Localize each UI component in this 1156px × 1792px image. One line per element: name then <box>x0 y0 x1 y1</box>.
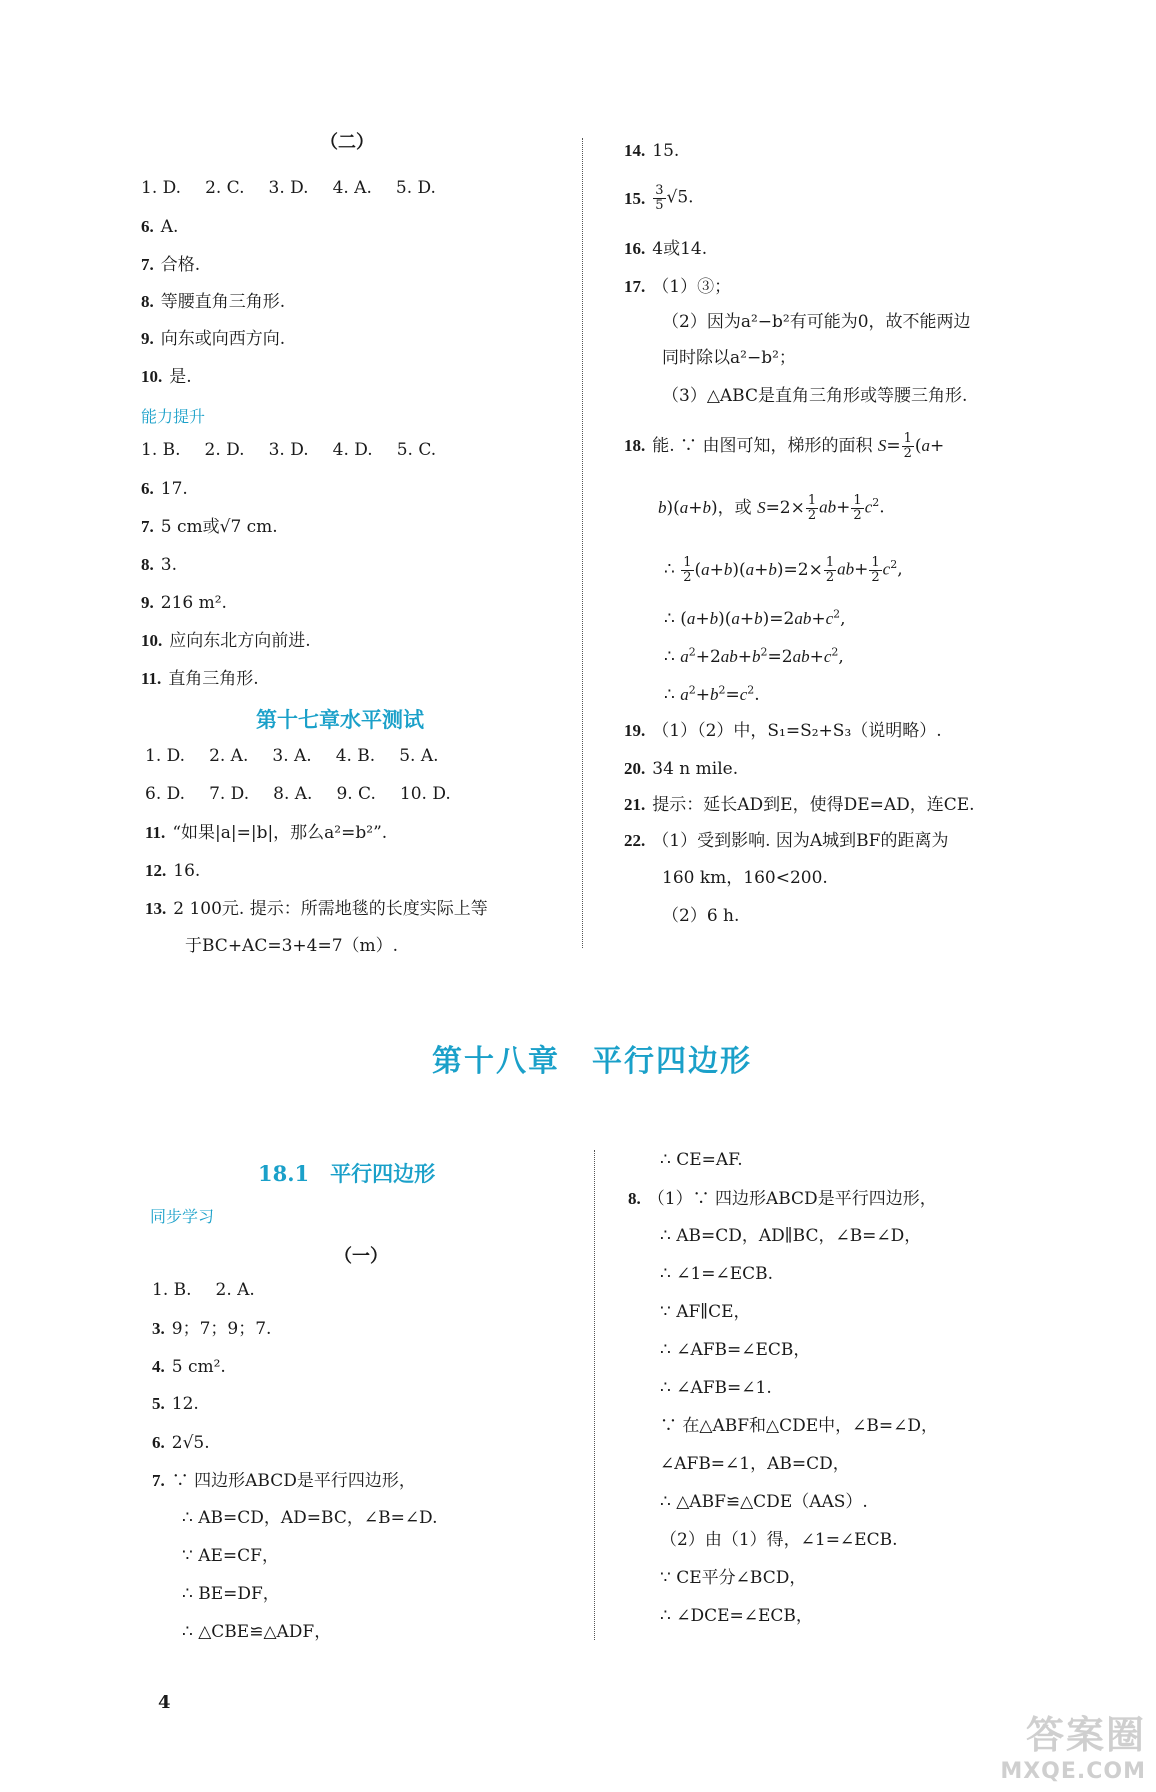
answer-18-a: 18. 能. ∵ 由图可知，梯形的面积 S= $\frac{1}{2}$ (a+ <box>624 431 945 461</box>
c-8-k: ∵ CE平分∠BCD， <box>660 1568 807 1588</box>
answer-row-1-5 <box>141 180 436 197</box>
ability-10: 10. 应向东北方向前进. <box>141 631 311 651</box>
c-8-h: ∠AFB=∠1，AB=CD， <box>660 1454 850 1474</box>
answer-9: 9. 向东或向西方向. <box>141 329 286 349</box>
answer-21: 21. 提示：延长AD到E，使得DE=AD，连CE. <box>624 795 975 815</box>
part-1-title: （一） <box>334 1246 388 1267</box>
answer-item: 1. D. <box>145 746 186 766</box>
answer-item: 2. A. <box>215 1280 255 1300</box>
test-11: 11. “如果|a|=|b|，那么a²=b²”. <box>145 823 388 843</box>
section-2-title: （二） <box>320 132 374 153</box>
answer-14: 14. 15. <box>624 141 680 161</box>
answer-16: 16. 4或14. <box>624 239 708 259</box>
answer-item: 3. A. <box>272 746 312 766</box>
c-8-e: ∴ ∠AFB=∠ECB， <box>660 1340 811 1360</box>
b-7-c: ∵ AE=CF， <box>182 1546 279 1566</box>
test-12: 12. 16. <box>145 861 201 881</box>
b-7-b: ∴ AB=CD，AD=BC，∠B=∠D. <box>182 1508 438 1528</box>
column-divider <box>582 138 583 948</box>
answer-17-3: （3）△ABC是直角三角形或等腰三角形. <box>662 386 968 406</box>
answer-17-2a: （2）因为a²−b²有可能为0，故不能两边 <box>662 312 971 332</box>
answer-item: 4. B. <box>335 746 376 766</box>
ability-8: 8. 3. <box>141 555 177 575</box>
answer-22-2: （2）6 h. <box>662 906 740 926</box>
c-0: ∴ CE=AF. <box>660 1150 743 1170</box>
sync-study-label: 同步学习 <box>150 1207 215 1226</box>
answer-item: 2. C. <box>205 178 245 198</box>
watermark-line2: MXQE.COM <box>1000 1759 1146 1784</box>
b-7-d: ∴ BE=DF， <box>182 1584 280 1604</box>
watermark-line1: 答案圈 <box>1025 1713 1146 1757</box>
answer-item: 1. D. <box>141 178 182 198</box>
answer-item: 5. D. <box>395 178 436 198</box>
answer-18-b: b)(a+b)，或 S=2× $\frac{1}{2}$ ab+ $\frac{1}{2}$ $c^2$. <box>658 493 885 523</box>
answer-22-1b: 160 km，160<200. <box>662 868 828 888</box>
c-8-i: ∴ △ABF≌△CDE（AAS）. <box>660 1492 868 1512</box>
answer-7: 7. 合格. <box>141 255 201 275</box>
answer-19: 19. （1）（2）中，S₁=S₂+S₃（说明略）. <box>624 721 942 741</box>
test-13: 13. 2 100元. 提示：所需地毯的长度实际上等 <box>145 899 488 919</box>
b-7-a: 7. ∵ 四边形ABCD是平行四边形， <box>152 1471 416 1491</box>
watermark-logo <box>1000 1704 1146 1784</box>
answer-17-2b: 同时除以a²−b²； <box>662 348 796 368</box>
answer-item: 10. D. <box>399 784 451 804</box>
answer-10: 10. 是. <box>141 367 192 387</box>
b-7-e: ∴ △CBE≌△ADF， <box>182 1622 332 1642</box>
answer-item: 7. D. <box>209 784 250 804</box>
b-4: 4. 5 cm². <box>152 1357 226 1377</box>
ability-7: 7. 5 cm或√7 cm. <box>141 517 278 537</box>
page-number: 4 <box>158 1692 171 1713</box>
answer-15: 15. $\frac{3}{5}$ √5. <box>624 183 694 213</box>
b-5: 5. 12. <box>152 1394 199 1414</box>
answer-item: 9. C. <box>336 784 376 804</box>
ability-9: 9. 216 m². <box>141 593 227 613</box>
test-row-6-10 <box>145 786 451 803</box>
answer-22-1a: 22. （1）受到影响. 因为A城到BF的距离为 <box>624 831 949 851</box>
answer-18-c: ∴ $\frac{1}{2}$ (a+b)(a+b)=2× $\frac{1}{2}$ ab+ $\frac{1}{2}$ $c^2$, <box>664 555 903 585</box>
answer-item: 5. A. <box>399 746 439 766</box>
c-8-a: 8. （1）∵ 四边形ABCD是平行四边形， <box>628 1189 937 1209</box>
ability-6: 6. 17. <box>141 479 188 499</box>
b-row-1-2 <box>152 1282 255 1299</box>
b-6: 6. 2√5. <box>152 1433 210 1453</box>
answer-item: 4. A. <box>332 178 372 198</box>
c-8-b: ∴ AB=CD，AD∥BC，∠B=∠D， <box>660 1226 922 1246</box>
answer-8: 8. 等腰直角三角形. <box>141 292 286 312</box>
answer-item: 3. D. <box>268 440 309 460</box>
answer-20: 20. 34 n mile. <box>624 759 739 779</box>
c-8-f: ∴ ∠AFB=∠1. <box>660 1378 772 1398</box>
c-8-j: （2）由（1）得，∠1=∠ECB. <box>660 1530 898 1550</box>
answer-18-d: ∴ $(a+b)(a+b)=2ab+c^2$, <box>664 607 846 629</box>
ability-row-1-5 <box>141 442 436 459</box>
c-8-d: ∵ AF∥CE， <box>660 1302 751 1322</box>
answer-item: 4. D. <box>332 440 373 460</box>
ability-11: 11. 直角三角形. <box>141 669 259 689</box>
answer-18-f: ∴ $a^2+b^2=c^2$. <box>664 683 760 705</box>
answer-item: 8. A. <box>273 784 313 804</box>
answer-item: 1. B. <box>141 440 181 460</box>
column-divider <box>594 1150 595 1640</box>
c-8-g: ∵ 在△ABF和△CDE中，∠B=∠D， <box>660 1416 939 1436</box>
answer-item: 2. D. <box>204 440 245 460</box>
test-13-cont: 于BC+AC=3+4=7（m）. <box>185 936 399 956</box>
answer-item: 1. B. <box>152 1280 192 1300</box>
chapter-17-test-title: 第十七章水平测试 <box>256 707 424 732</box>
answer-17-1: 17. （1）③； <box>624 277 732 297</box>
answer-item: 5. C. <box>396 440 437 460</box>
answer-6: 6. A. <box>141 217 179 237</box>
ability-label: 能力提升 <box>141 407 206 426</box>
chapter-18-title: 第十八章 平行四边形 <box>432 1044 752 1079</box>
test-row-1-5 <box>145 748 439 765</box>
c-8-l: ∴ ∠DCE=∠ECB， <box>660 1606 813 1626</box>
answer-item: 3. D. <box>268 178 309 198</box>
c-8-c: ∴ ∠1=∠ECB. <box>660 1264 774 1284</box>
answer-item: 6. D. <box>145 784 186 804</box>
answer-18-e: ∴ $a^2+2ab+b^2=2ab+c^2$, <box>664 645 844 667</box>
b-3: 3. 9；7；9；7. <box>152 1319 272 1339</box>
answer-item: 2. A. <box>209 746 249 766</box>
section-18-1-title: 18.1 平行四边形 <box>258 1161 436 1186</box>
